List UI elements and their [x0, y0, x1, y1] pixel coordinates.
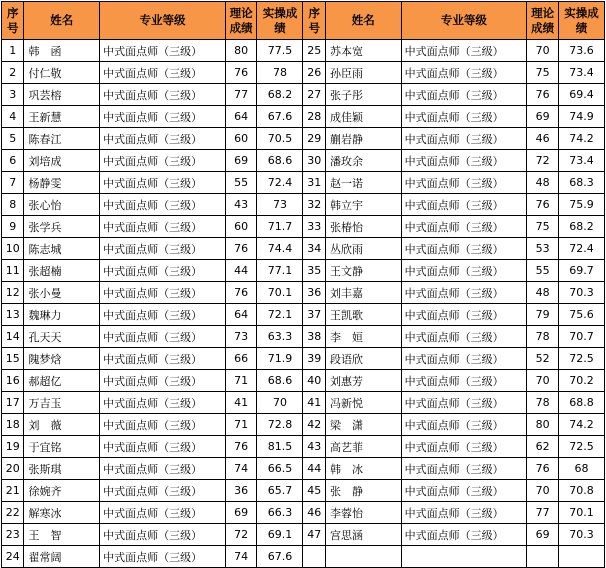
- practice-score-cell: 68.8: [558, 392, 604, 414]
- table-row: [2, 414, 605, 436]
- grade-cell: 中式面点师（三级）: [401, 480, 527, 502]
- grade-cell: 中式面点师（三级）: [401, 194, 527, 216]
- empty-cell: [401, 546, 527, 568]
- theory-score-cell: 76: [527, 458, 559, 480]
- practice-score-cell: 77.5: [257, 40, 303, 62]
- practice-score-cell: 66.3: [257, 502, 303, 524]
- grade-cell: 中式面点师（三级）: [100, 326, 226, 348]
- header-theory-left: 理论成绩: [225, 2, 257, 40]
- name-cell: 解寒冰: [24, 502, 100, 524]
- table-row: [2, 502, 605, 524]
- practice-score-cell: 72.4: [257, 172, 303, 194]
- table-row: [2, 150, 605, 172]
- seq-cell: 46: [303, 502, 325, 524]
- seq-cell: 43: [303, 436, 325, 458]
- name-cell: 王新慧: [24, 106, 100, 128]
- practice-score-cell: 73.4: [558, 150, 604, 172]
- seq-cell: 31: [303, 172, 325, 194]
- grade-cell: 中式面点师（三级）: [401, 282, 527, 304]
- practice-score-cell: 67.6: [257, 546, 303, 568]
- grade-cell: 中式面点师（三级）: [401, 260, 527, 282]
- name-cell: 于宜铭: [24, 436, 100, 458]
- seq-cell: 23: [2, 524, 24, 546]
- name-cell: 翟常阔: [24, 546, 100, 568]
- practice-score-cell: 71.7: [257, 216, 303, 238]
- practice-score-cell: 75.9: [558, 194, 604, 216]
- practice-score-cell: 68.2: [558, 216, 604, 238]
- grade-cell: 中式面点师（三级）: [100, 150, 226, 172]
- grade-cell: 中式面点师（三级）: [100, 172, 226, 194]
- header-name-right: 姓名: [325, 2, 401, 40]
- header-name-left: 姓名: [24, 2, 100, 40]
- practice-score-cell: 69.1: [257, 524, 303, 546]
- name-cell: 段语欣: [325, 348, 401, 370]
- table-row: [2, 370, 605, 392]
- seq-cell: 34: [303, 238, 325, 260]
- grade-cell: 中式面点师（三级）: [100, 62, 226, 84]
- grade-cell: 中式面点师（三级）: [100, 370, 226, 392]
- grade-cell: 中式面点师（三级）: [100, 502, 226, 524]
- grade-cell: 中式面点师（三级）: [401, 84, 527, 106]
- grade-cell: 中式面点师（三级）: [100, 260, 226, 282]
- grade-cell: 中式面点师（三级）: [100, 348, 226, 370]
- grade-cell: 中式面点师（三级）: [401, 304, 527, 326]
- practice-score-cell: 68.2: [257, 84, 303, 106]
- seq-cell: 7: [2, 172, 24, 194]
- table-row: [2, 106, 605, 128]
- grade-cell: 中式面点师（三级）: [401, 40, 527, 62]
- practice-score-cell: 70.3: [558, 282, 604, 304]
- name-cell: 万吉玉: [24, 392, 100, 414]
- seq-cell: 6: [2, 150, 24, 172]
- theory-score-cell: 77: [527, 502, 559, 524]
- name-cell: 韩立宇: [325, 194, 401, 216]
- seq-cell: 33: [303, 216, 325, 238]
- seq-cell: 11: [2, 260, 24, 282]
- theory-score-cell: 74: [225, 546, 257, 568]
- theory-score-cell: 70: [527, 480, 559, 502]
- practice-score-cell: 74.2: [558, 414, 604, 436]
- grade-cell: 中式面点师（三级）: [100, 84, 226, 106]
- name-cell: 杨静雯: [24, 172, 100, 194]
- practice-score-cell: 74.9: [558, 106, 604, 128]
- seq-cell: 22: [2, 502, 24, 524]
- seq-cell: 32: [303, 194, 325, 216]
- practice-score-cell: 70.5: [257, 128, 303, 150]
- theory-score-cell: 76: [527, 84, 559, 106]
- seq-cell: 4: [2, 106, 24, 128]
- practice-score-cell: 72.5: [558, 348, 604, 370]
- name-cell: 孔天天: [24, 326, 100, 348]
- empty-cell: [527, 546, 559, 568]
- practice-score-cell: 70.7: [558, 326, 604, 348]
- seq-cell: 35: [303, 260, 325, 282]
- header-theory-right: 理论成绩: [527, 2, 559, 40]
- seq-cell: 2: [2, 62, 24, 84]
- seq-cell: 16: [2, 370, 24, 392]
- table-row: [2, 172, 605, 194]
- grade-cell: 中式面点师（三级）: [100, 128, 226, 150]
- grade-cell: 中式面点师（三级）: [401, 172, 527, 194]
- practice-score-cell: 70.1: [257, 282, 303, 304]
- table-row: [2, 194, 605, 216]
- grade-cell: 中式面点师（三级）: [100, 436, 226, 458]
- name-cell: 巩芸榕: [24, 84, 100, 106]
- practice-score-cell: 81.5: [257, 436, 303, 458]
- name-cell: 赵一诺: [325, 172, 401, 194]
- header-seq-right: 序号: [303, 2, 325, 40]
- grade-cell: 中式面点师（三级）: [401, 414, 527, 436]
- practice-score-cell: 68.3: [558, 172, 604, 194]
- table-row: [2, 436, 605, 458]
- seq-cell: 8: [2, 194, 24, 216]
- practice-score-cell: 71.9: [257, 348, 303, 370]
- theory-score-cell: 75: [527, 216, 559, 238]
- seq-cell: 41: [303, 392, 325, 414]
- practice-score-cell: 69.4: [558, 84, 604, 106]
- table-row: [2, 546, 605, 568]
- seq-cell: 28: [303, 106, 325, 128]
- theory-score-cell: 66: [225, 348, 257, 370]
- seq-cell: 29: [303, 128, 325, 150]
- name-cell: 张心怡: [24, 194, 100, 216]
- header-grade-left: 专业等级: [100, 2, 226, 40]
- seq-cell: 3: [2, 84, 24, 106]
- theory-score-cell: 43: [225, 194, 257, 216]
- theory-score-cell: 75: [527, 62, 559, 84]
- theory-score-cell: 69: [527, 524, 559, 546]
- theory-score-cell: 74: [225, 458, 257, 480]
- theory-score-cell: 55: [225, 172, 257, 194]
- practice-score-cell: 68.6: [257, 370, 303, 392]
- practice-score-cell: 70.8: [558, 480, 604, 502]
- name-cell: 刘 薇: [24, 414, 100, 436]
- grade-cell: 中式面点师（三级）: [100, 414, 226, 436]
- theory-score-cell: 80: [225, 40, 257, 62]
- name-cell: 张 静: [325, 480, 401, 502]
- theory-score-cell: 64: [225, 106, 257, 128]
- header-practice-right: 实操成绩: [558, 2, 604, 40]
- name-cell: 刘培成: [24, 150, 100, 172]
- name-cell: 宫思涵: [325, 524, 401, 546]
- table-row: [2, 128, 605, 150]
- practice-score-cell: 78: [257, 62, 303, 84]
- name-cell: 陈春江: [24, 128, 100, 150]
- theory-score-cell: 72: [225, 524, 257, 546]
- table-row: [2, 238, 605, 260]
- theory-score-cell: 78: [527, 392, 559, 414]
- theory-score-cell: 71: [225, 414, 257, 436]
- theory-score-cell: 48: [527, 172, 559, 194]
- table-row: [2, 260, 605, 282]
- theory-score-cell: 41: [225, 392, 257, 414]
- practice-score-cell: 68.6: [257, 150, 303, 172]
- grade-cell: 中式面点师（三级）: [401, 150, 527, 172]
- seq-cell: 42: [303, 414, 325, 436]
- theory-score-cell: 60: [225, 128, 257, 150]
- seq-cell: 1: [2, 40, 24, 62]
- seq-cell: 47: [303, 524, 325, 546]
- grade-cell: 中式面点师（三级）: [401, 62, 527, 84]
- theory-score-cell: 36: [225, 480, 257, 502]
- grade-cell: 中式面点师（三级）: [100, 304, 226, 326]
- grade-cell: 中式面点师（三级）: [401, 458, 527, 480]
- table-row: [2, 216, 605, 238]
- theory-score-cell: 76: [225, 238, 257, 260]
- empty-cell: [325, 546, 401, 568]
- theory-score-cell: 80: [527, 414, 559, 436]
- seq-cell: 37: [303, 304, 325, 326]
- name-cell: 潘玫余: [325, 150, 401, 172]
- seq-cell: 15: [2, 348, 24, 370]
- name-cell: 冯新悦: [325, 392, 401, 414]
- grade-cell: 中式面点师（三级）: [401, 238, 527, 260]
- grade-cell: 中式面点师（三级）: [401, 326, 527, 348]
- seq-cell: 27: [303, 84, 325, 106]
- name-cell: 韩 冰: [325, 458, 401, 480]
- practice-score-cell: 72.8: [257, 414, 303, 436]
- theory-score-cell: 76: [527, 194, 559, 216]
- name-cell: 李 姮: [325, 326, 401, 348]
- practice-score-cell: 70.2: [558, 370, 604, 392]
- table-row: [2, 84, 605, 106]
- seq-cell: 12: [2, 282, 24, 304]
- practice-score-cell: 73.6: [558, 40, 604, 62]
- practice-score-cell: 66.5: [257, 458, 303, 480]
- practice-score-cell: 77.1: [257, 260, 303, 282]
- name-cell: 王凯歌: [325, 304, 401, 326]
- name-cell: 刘丰嘉: [325, 282, 401, 304]
- name-cell: 张超楠: [24, 260, 100, 282]
- seq-cell: 18: [2, 414, 24, 436]
- grade-cell: 中式面点师（三级）: [401, 524, 527, 546]
- seq-cell: 20: [2, 458, 24, 480]
- name-cell: 韩 函: [24, 40, 100, 62]
- theory-score-cell: 55: [527, 260, 559, 282]
- name-cell: 苏本宽: [325, 40, 401, 62]
- seq-cell: 14: [2, 326, 24, 348]
- practice-score-cell: 69.7: [558, 260, 604, 282]
- name-cell: 张椿怡: [325, 216, 401, 238]
- practice-score-cell: 74.4: [257, 238, 303, 260]
- table-row: [2, 524, 605, 546]
- table-row: [2, 348, 605, 370]
- seq-cell: 17: [2, 392, 24, 414]
- practice-score-cell: 73: [257, 194, 303, 216]
- grade-cell: 中式面点师（三级）: [401, 106, 527, 128]
- name-cell: 魏琳力: [24, 304, 100, 326]
- name-cell: 成佳颖: [325, 106, 401, 128]
- theory-score-cell: 69: [225, 502, 257, 524]
- seq-cell: 10: [2, 238, 24, 260]
- name-cell: 孙臣雨: [325, 62, 401, 84]
- table-row: [2, 480, 605, 502]
- name-cell: 徐婉齐: [24, 480, 100, 502]
- name-cell: 丛欣雨: [325, 238, 401, 260]
- theory-score-cell: 72: [527, 150, 559, 172]
- grade-cell: 中式面点师（三级）: [100, 546, 226, 568]
- theory-score-cell: 79: [527, 304, 559, 326]
- empty-cell: [303, 546, 325, 568]
- table-row: [2, 392, 605, 414]
- name-cell: 王 智: [24, 524, 100, 546]
- practice-score-cell: 73.4: [558, 62, 604, 84]
- practice-score-cell: 74.2: [558, 128, 604, 150]
- seq-cell: 40: [303, 370, 325, 392]
- theory-score-cell: 60: [225, 216, 257, 238]
- theory-score-cell: 53: [527, 238, 559, 260]
- name-cell: 刘惠芳: [325, 370, 401, 392]
- grade-cell: 中式面点师（三级）: [401, 348, 527, 370]
- name-cell: 张斯琪: [24, 458, 100, 480]
- grade-cell: 中式面点师（三级）: [100, 392, 226, 414]
- practice-score-cell: 65.7: [257, 480, 303, 502]
- header-row: [2, 2, 605, 40]
- practice-score-cell: 72.1: [257, 304, 303, 326]
- seq-cell: 36: [303, 282, 325, 304]
- theory-score-cell: 69: [225, 150, 257, 172]
- theory-score-cell: 52: [527, 348, 559, 370]
- practice-score-cell: 72.4: [558, 238, 604, 260]
- table-body: [2, 40, 605, 568]
- grade-cell: 中式面点师（三级）: [100, 40, 226, 62]
- seq-cell: 5: [2, 128, 24, 150]
- seq-cell: 39: [303, 348, 325, 370]
- grade-cell: 中式面点师（三级）: [401, 216, 527, 238]
- seq-cell: 9: [2, 216, 24, 238]
- theory-score-cell: 70: [527, 370, 559, 392]
- theory-score-cell: 76: [225, 282, 257, 304]
- seq-cell: 30: [303, 150, 325, 172]
- table-row: [2, 40, 605, 62]
- name-cell: 郝超亿: [24, 370, 100, 392]
- theory-score-cell: 78: [527, 326, 559, 348]
- name-cell: 梁 潇: [325, 414, 401, 436]
- theory-score-cell: 76: [225, 436, 257, 458]
- name-cell: 张子彤: [325, 84, 401, 106]
- grade-cell: 中式面点师（三级）: [100, 106, 226, 128]
- table-row: [2, 282, 605, 304]
- name-cell: 隗梦焓: [24, 348, 100, 370]
- name-cell: 张小曼: [24, 282, 100, 304]
- name-cell: 李蓉怡: [325, 502, 401, 524]
- theory-score-cell: 77: [225, 84, 257, 106]
- theory-score-cell: 62: [527, 436, 559, 458]
- grade-cell: 中式面点师（三级）: [401, 436, 527, 458]
- grade-cell: 中式面点师（三级）: [100, 238, 226, 260]
- grade-cell: 中式面点师（三级）: [100, 458, 226, 480]
- grade-cell: 中式面点师（三级）: [100, 524, 226, 546]
- table-row: [2, 326, 605, 348]
- theory-score-cell: 70: [527, 40, 559, 62]
- practice-score-cell: 70: [257, 392, 303, 414]
- name-cell: 蒯岩静: [325, 128, 401, 150]
- seq-cell: 38: [303, 326, 325, 348]
- score-table: [1, 1, 605, 568]
- table-row: [2, 458, 605, 480]
- theory-score-cell: 76: [225, 62, 257, 84]
- grade-cell: 中式面点师（三级）: [401, 392, 527, 414]
- practice-score-cell: 75.6: [558, 304, 604, 326]
- grade-cell: 中式面点师（三级）: [100, 480, 226, 502]
- header-grade-right: 专业等级: [401, 2, 527, 40]
- practice-score-cell: 70.3: [558, 524, 604, 546]
- theory-score-cell: 64: [225, 304, 257, 326]
- practice-score-cell: 63.3: [257, 326, 303, 348]
- header-seq-left: 序号: [2, 2, 24, 40]
- theory-score-cell: 71: [225, 370, 257, 392]
- grade-cell: 中式面点师（三级）: [100, 282, 226, 304]
- theory-score-cell: 73: [225, 326, 257, 348]
- grade-cell: 中式面点师（三级）: [401, 128, 527, 150]
- theory-score-cell: 69: [527, 106, 559, 128]
- header-practice-left: 实操成绩: [257, 2, 303, 40]
- grade-cell: 中式面点师（三级）: [401, 502, 527, 524]
- grade-cell: 中式面点师（三级）: [100, 194, 226, 216]
- practice-score-cell: 68: [558, 458, 604, 480]
- practice-score-cell: 67.6: [257, 106, 303, 128]
- practice-score-cell: 70.1: [558, 502, 604, 524]
- name-cell: 付仁敬: [24, 62, 100, 84]
- seq-cell: 24: [2, 546, 24, 568]
- table-row: [2, 304, 605, 326]
- grade-cell: 中式面点师（三级）: [100, 216, 226, 238]
- name-cell: 陈志城: [24, 238, 100, 260]
- empty-cell: [558, 546, 604, 568]
- seq-cell: 25: [303, 40, 325, 62]
- seq-cell: 13: [2, 304, 24, 326]
- seq-cell: 45: [303, 480, 325, 502]
- theory-score-cell: 44: [225, 260, 257, 282]
- table-row: [2, 62, 605, 84]
- name-cell: 王文静: [325, 260, 401, 282]
- name-cell: 高艺菲: [325, 436, 401, 458]
- practice-score-cell: 72.5: [558, 436, 604, 458]
- seq-cell: 44: [303, 458, 325, 480]
- name-cell: 张学兵: [24, 216, 100, 238]
- grade-cell: 中式面点师（三级）: [401, 370, 527, 392]
- theory-score-cell: 48: [527, 282, 559, 304]
- seq-cell: 19: [2, 436, 24, 458]
- seq-cell: 26: [303, 62, 325, 84]
- seq-cell: 21: [2, 480, 24, 502]
- theory-score-cell: 46: [527, 128, 559, 150]
